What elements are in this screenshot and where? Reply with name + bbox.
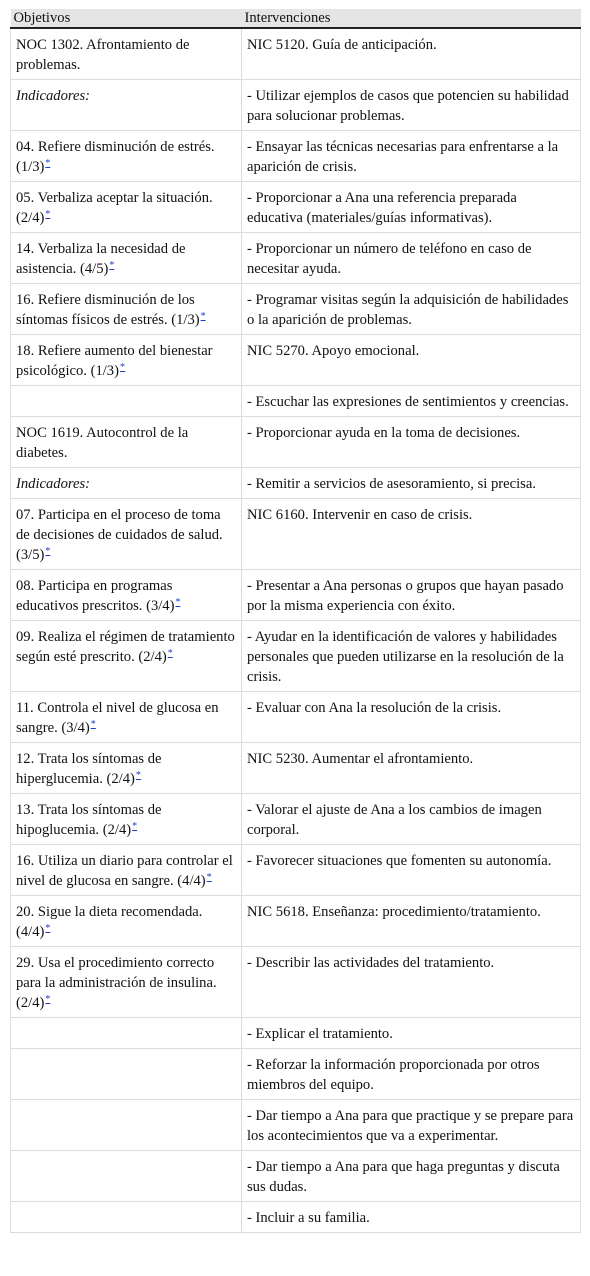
footnote-link[interactable]: * <box>132 821 138 832</box>
table-row <box>11 570 581 621</box>
objective-cell <box>11 743 242 794</box>
intervention-cell: - Programar visitas según la adquisición de habilidades o la aparición de problemas. <box>242 284 581 335</box>
intervention-cell: NIC 5618. Enseñanza: procedimiento/tratamiento. <box>242 896 581 947</box>
intervention-cell: NIC 5120. Guía de anticipación. <box>242 28 581 80</box>
intervention-cell: - Proporcionar ayuda en la toma de decisiones. <box>242 417 581 468</box>
intervention-cell: - Dar tiempo a Ana para que practique y se prepare para los acontecimientos que va a experimentar. <box>242 1100 581 1151</box>
objective-cell <box>11 386 242 417</box>
intervention-cell: - Favorecer situaciones que fomenten su autonomía. <box>242 845 581 896</box>
footnote-link[interactable]: * <box>45 923 51 934</box>
objective-text: 20. Sigue la dieta recomendada. (4/4) <box>16 904 203 940</box>
table-row <box>11 131 581 182</box>
intervention-cell: - Escuchar las expresiones de sentimientos y creencias. <box>242 386 581 417</box>
table-row <box>11 417 581 468</box>
objective-cell <box>11 28 242 80</box>
objective-cell <box>11 947 242 1018</box>
objective-cell <box>11 131 242 182</box>
objective-cell <box>11 794 242 845</box>
table-row <box>11 386 581 417</box>
objective-cell <box>11 284 242 335</box>
intervention-cell: - Ayudar en la identificación de valores y habilidades personales que pueden utilizarse en la resolución de la crisis. <box>242 621 581 692</box>
intervention-cell: - Presentar a Ana personas o grupos que hayan pasado por la misma experiencia con éxito. <box>242 570 581 621</box>
objective-text: 16. Refiere disminución de los síntomas físicos de estrés. (1/3) <box>16 292 200 328</box>
table-row <box>11 845 581 896</box>
objective-cell <box>11 570 242 621</box>
intervention-cell: - Reforzar la información proporcionada por otros miembros del equipo. <box>242 1049 581 1100</box>
table-row <box>11 1100 581 1151</box>
objective-cell <box>11 468 242 499</box>
intervention-cell: - Ensayar las técnicas necesarias para enfrentarse a la aparición de crisis. <box>242 131 581 182</box>
table-row <box>11 692 581 743</box>
table-body <box>11 28 581 1233</box>
objective-cell <box>11 499 242 570</box>
objective-cell <box>11 80 242 131</box>
table-row <box>11 743 581 794</box>
table-row <box>11 947 581 1018</box>
objective-text: Indicadores: <box>16 88 91 104</box>
intervention-cell: - Dar tiempo a Ana para que haga preguntas y discuta sus dudas. <box>242 1151 581 1202</box>
objective-text: NOC 1302. Afrontamiento de problemas. <box>16 37 190 73</box>
intervention-cell: NIC 6160. Intervenir en caso de crisis. <box>242 499 581 570</box>
table-row <box>11 896 581 947</box>
intervention-cell: - Explicar el tratamiento. <box>242 1018 581 1049</box>
footnote-link[interactable]: * <box>45 994 51 1005</box>
table-row <box>11 499 581 570</box>
intervention-cell: - Valorar el ajuste de Ana a los cambios de imagen corporal. <box>242 794 581 845</box>
objective-text: 13. Trata los síntomas de hipoglucemia. (2/4) <box>16 802 162 838</box>
objective-cell <box>11 1202 242 1233</box>
footnote-link[interactable]: * <box>45 546 51 557</box>
objective-cell <box>11 1100 242 1151</box>
objective-cell <box>11 182 242 233</box>
intervention-cell: - Incluir a su familia. <box>242 1202 581 1233</box>
footnote-link[interactable]: * <box>45 158 51 169</box>
table-row <box>11 335 581 386</box>
objective-text: 16. Utiliza un diario para controlar el nivel de glucosa en sangre. (4/4) <box>16 853 233 889</box>
objective-cell <box>11 417 242 468</box>
objective-cell <box>11 692 242 743</box>
footnote-link[interactable]: * <box>175 597 181 608</box>
objective-text: Indicadores: <box>16 476 91 492</box>
footnote-link[interactable]: * <box>109 260 115 271</box>
intervention-cell: - Describir las actividades del tratamiento. <box>242 947 581 1018</box>
intervention-cell: NIC 5230. Aumentar el afrontamiento. <box>242 743 581 794</box>
table-row <box>11 28 581 80</box>
table-row <box>11 1202 581 1233</box>
table-row <box>11 1018 581 1049</box>
table-row <box>11 1049 581 1100</box>
footnote-link[interactable]: * <box>119 362 125 373</box>
footnote-link[interactable]: * <box>90 719 96 730</box>
objective-cell <box>11 233 242 284</box>
intervention-cell: NIC 5270. Apoyo emocional. <box>242 335 581 386</box>
objective-text: 18. Refiere aumento del bienestar psicológico. (1/3) <box>16 343 213 379</box>
intervention-cell: - Evaluar con Ana la resolución de la crisis. <box>242 692 581 743</box>
objective-cell <box>11 896 242 947</box>
footnote-link[interactable]: * <box>45 209 51 220</box>
table-row <box>11 182 581 233</box>
care-plan-table <box>10 9 581 1233</box>
table-row <box>11 233 581 284</box>
objective-cell <box>11 621 242 692</box>
table-row <box>11 284 581 335</box>
intervention-cell: - Remitir a servicios de asesoramiento, si precisa. <box>242 468 581 499</box>
footnote-link[interactable]: * <box>206 872 212 883</box>
footnote-link[interactable]: * <box>135 770 141 781</box>
table-row <box>11 794 581 845</box>
intervention-cell: - Utilizar ejemplos de casos que potencien su habilidad para solucionar problemas. <box>242 80 581 131</box>
objective-text: 05. Verbaliza aceptar la situación. (2/4) <box>16 190 213 226</box>
intervention-cell: - Proporcionar un número de teléfono en caso de necesitar ayuda. <box>242 233 581 284</box>
objective-cell <box>11 335 242 386</box>
table-header-row <box>11 9 581 28</box>
footnote-link[interactable]: * <box>167 648 173 659</box>
header-objetivos: Objetivos <box>11 9 242 28</box>
objective-text: 14. Verbaliza la necesidad de asistencia. (4/5) <box>16 241 186 277</box>
objective-cell <box>11 1049 242 1100</box>
objective-cell <box>11 1151 242 1202</box>
table-row <box>11 80 581 131</box>
table-row <box>11 468 581 499</box>
objective-text: 04. Refiere disminución de estrés. (1/3) <box>16 139 215 175</box>
footnote-link[interactable]: * <box>200 311 206 322</box>
objective-text: 12. Trata los síntomas de hiperglucemia. (2/4) <box>16 751 162 787</box>
objective-text: NOC 1619. Autocontrol de la diabetes. <box>16 425 189 461</box>
intervention-cell: - Proporcionar a Ana una referencia preparada educativa (materiales/guías informativas). <box>242 182 581 233</box>
objective-text: 29. Usa el procedimiento correcto para la administración de insulina. (2/4) <box>16 955 217 1011</box>
table-row <box>11 621 581 692</box>
objective-text: 08. Participa en programas educativos prescritos. (3/4) <box>16 578 175 614</box>
table-row <box>11 1151 581 1202</box>
objective-text: 09. Realiza el régimen de tratamiento según esté prescrito. (2/4) <box>16 629 235 665</box>
objective-text: 07. Participa en el proceso de toma de decisiones de cuidados de salud. (3/5) <box>16 507 223 563</box>
objective-cell <box>11 1018 242 1049</box>
header-intervenciones: Intervenciones <box>242 9 581 28</box>
objective-text: 11. Controla el nivel de glucosa en sangre. (3/4) <box>16 700 219 736</box>
objective-cell <box>11 845 242 896</box>
